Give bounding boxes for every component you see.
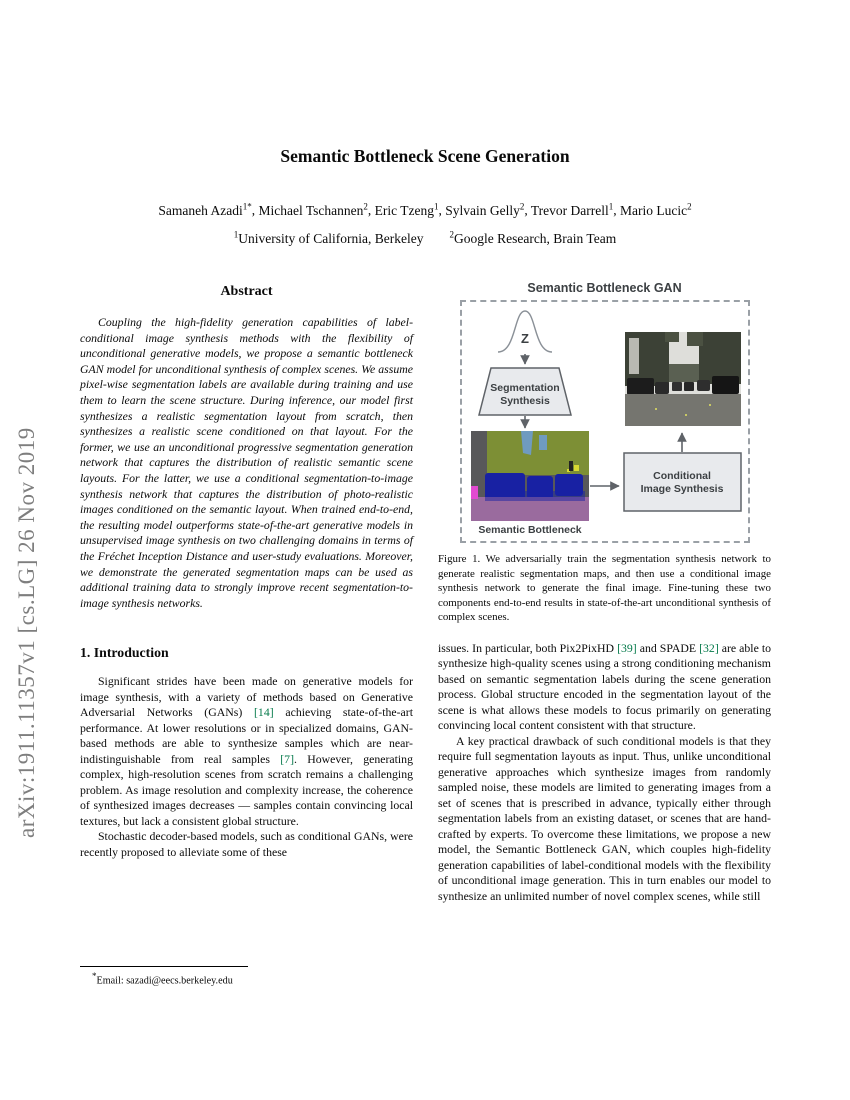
intro-paragraph-2: Stochastic decoder-based models, such as conditional GANs, were recently proposed to alleviate some of these xyxy=(80,829,413,859)
footnote-email: *Email: sazadi@eecs.berkeley.edu xyxy=(92,971,233,987)
figure-diagram-title: Semantic Bottleneck GAN xyxy=(527,281,682,295)
author: Michael Tschannen$^2$ xyxy=(258,201,368,218)
affiliation: $^1$University of California, Berkeley xyxy=(233,229,424,246)
footnote xyxy=(80,966,413,986)
citation-link[interactable]: [7] xyxy=(280,751,295,766)
citation-link[interactable]: [32] xyxy=(699,640,719,655)
right-paragraph-2: A key practical drawback of such conditional models is that they require full segmentation layouts as input. Thus, unlike unconditional generative approaches which synthesize images from randomly sampled noise, these models are limited to generating images from a set of scenes that is prescribed in advance, typically either through segmentation labels from an existing dataset, or scenes that are hand-crafted by experts. To overcome these limitations, we propose a new model, the Semantic Bottleneck GAN, which couples high-fidelity generation capabilities of label-conditional models with the flexibility of unconditional image generation. This in turn enables our model to synthesize an unlimited number of novel complex scenes, while still xyxy=(438,733,771,903)
section-heading-introduction: 1. Introduction xyxy=(80,645,169,661)
intro-paragraph-1: Significant strides have been made on generative models for image synthesis, with a variety of methods based on Generative Adversarial Networks (GANs) [14] achieving state-of-the-art performance. At lower resolutions or in specialized domains, GAN-based methods are able to synthesize samples which are near-indistinguishable from real samples [7]. However, generating complex, high-resolution scenes from scratch remains a challenging problem. As image resolution and complexity increase, the coherence of synthesized images decreases — samples contain convincing local textures, but lack a consistent global structure. xyxy=(80,674,413,828)
right-paragraph-1: issues. In particular, both Pix2PixHD [39] and SPADE [32] are able to synthesize high-quality scenes using a strong conditioning mechanism based on semantic segmentation labels during the scene generation process. Global structure encoded in the segmentation layout of the scene is what allows these models to focus primarily on generating convincing local content consistent with that structure. xyxy=(438,640,772,732)
conditional-synthesis-label-line2: Image Synthesis xyxy=(640,483,723,495)
segmentation-synthesis-label-line2: Synthesis xyxy=(499,395,550,407)
author-line: Samaneh Azadi$^{1*}$, Michael Tschannen$^2$, Eric Tzeng$^1$, Sylvain Gelly$^2$, Trevor Darrell$^1$, Mario Lucic$^2$ xyxy=(158,201,692,218)
conditional-image-synthesis-node xyxy=(624,453,741,511)
abstract-text: Coupling the high-fidelity generation capabilities of label-conditional image synthesis methods with the flexibility of unconditional generative models, we propose a semantic bottleneck GAN model for unconditional synthesis of complex scenes. We assume pixel-wise segmentation labels are available during training and use them to learn the scene structure. During inference, our model first synthesizes a realistic segmentation layout from scratch, then synthesizes a realistic scene conditioned on that layout. For the former, we use an unconditional progressive segmentation generation network that captures the distribution of realistic semantic scene layouts. For the latter, we use a conditional segmentation-to-image synthesis network that captures the distribution of photo-realistic images conditioned on the semantic layout. When trained end-to-end, the resulting model outperforms state-of-the-art generative models in unsupervised image synthesis on two challenging domains in terms of the Fréchet Inception Distance and user-study evaluations. Moreover, we demonstrate the generated segmentation maps can be used as additional training data to strongly improve recent segmentation-to-image synthesis networks. xyxy=(80,315,413,610)
citation-link[interactable]: [39] xyxy=(617,640,637,655)
affiliation-line xyxy=(80,229,770,247)
right-column xyxy=(438,281,771,904)
author: Samaneh Azadi$^{1*}$ xyxy=(158,201,252,218)
arxiv-sidebar-id: arXiv:1911.11357v1 [cs.LG] 26 Nov 2019 xyxy=(14,427,39,838)
citation-link[interactable]: [14] xyxy=(254,705,274,720)
affiliation: $^2$Google Research, Brain Team xyxy=(449,229,617,246)
street-scene-image xyxy=(625,332,741,426)
author: Sylvain Gelly$^2$ xyxy=(445,201,525,218)
abstract-heading: Abstract xyxy=(220,284,273,299)
z-label: Z xyxy=(520,331,529,346)
segmentation-map-image xyxy=(471,431,589,521)
paper-title: Semantic Bottleneck Scene Generation xyxy=(280,146,570,166)
figure-diagram xyxy=(462,302,748,541)
semantic-bottleneck-label: Semantic Bottleneck xyxy=(477,524,582,536)
figure-caption: Figure 1. We adversarially train the segmentation synthesis network to generate realistic segmentation maps, and then use a conditional image synthesis network to generate the final image. Fine-tuning these two components end-to-end results in state-of-the-art unconditional synthesis of complex scenes. xyxy=(438,553,771,623)
author: Mario Lucic$^2$ xyxy=(620,201,692,218)
author: Eric Tzeng$^1$ xyxy=(374,201,439,218)
author: Trevor Darrell$^1$ xyxy=(530,201,614,218)
segmentation-synthesis-label-line1: Segmentation xyxy=(489,382,560,394)
right-column-text xyxy=(438,641,771,905)
footnote-divider xyxy=(80,966,248,967)
figure-diagram-box xyxy=(460,300,750,543)
left-column xyxy=(80,284,413,860)
conditional-synthesis-label-line1: Conditional xyxy=(652,470,711,482)
